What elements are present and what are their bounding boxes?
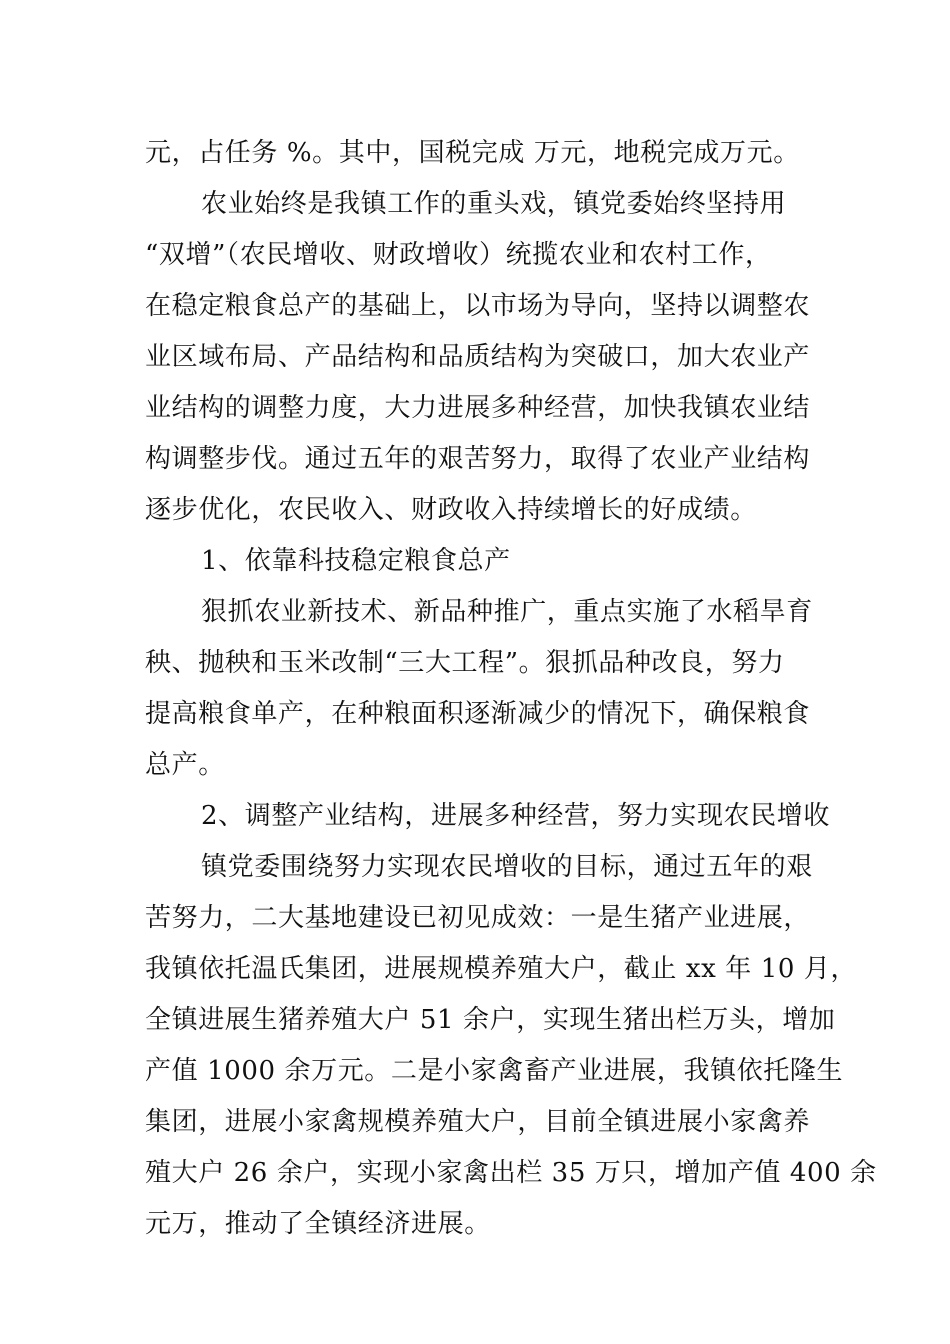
section-heading: 1、依靠科技稳定粮食总产 (201, 546, 511, 576)
text-line: 提高粮食单产，在种粮面积逐渐减少的情况下，确保粮食 (145, 699, 811, 729)
section-heading: 2、调整产业结构，进展多种经营，努力实现农民增收 (201, 801, 830, 831)
text-line: 逐步优化，农民收入、财政收入持续增长的好成绩。 (145, 495, 757, 525)
paragraph-start-line: 镇党委围绕努力实现农民增收的目标，通过五年的艰 (201, 852, 813, 882)
text-line: 元，占任务 %。其中，国税完成 万元，地税完成万元。 (145, 138, 800, 168)
text-line: 业结构的调整力度，大力进展多种经营，加快我镇农业结 (145, 393, 811, 423)
paragraph-start-line: 狠抓农业新技术、新品种推广，重点实施了水稻旱育 (201, 597, 813, 627)
text-line: 在稳定粮食总产的基础上，以市场为导向，坚持以调整农 (145, 291, 811, 321)
text-line: 集团，进展小家禽规模养殖大户，目前全镇进展小家禽养 (145, 1107, 811, 1137)
paragraph-start-line: 农业始终是我镇工作的重头戏，镇党委始终坚持用 (201, 189, 787, 219)
text-line: 构调整步伐。通过五年的艰苦努力，取得了农业产业结构 (145, 444, 811, 474)
text-line: “双增”（农民增收、财政增收）统揽农业和农村工作， (145, 240, 772, 270)
text-line: 元万，推动了全镇经济进展。 (145, 1209, 491, 1239)
text-line: 业区域布局、产品结构和品质结构为突破口，加大农业产 (145, 342, 811, 372)
text-line: 总产。 (145, 750, 225, 780)
text-line: 我镇依托温氏集团，进展规模养殖大户，截止 xx 年 10 月， (145, 954, 858, 984)
document-body (145, 128, 877, 1250)
text-line: 殖大户 26 余户，实现小家禽出栏 35 万只，增加产值 400 余 (145, 1158, 877, 1188)
text-line: 全镇进展生猪养殖大户 51 余户，实现生猪出栏万头，增加 (145, 1005, 836, 1035)
text-line: 产值 1000 余万元。二是小家禽畜产业进展，我镇依托隆生 (145, 1056, 844, 1086)
text-line: 苦努力，二大基地建设已初见成效：一是生猪产业进展， (145, 903, 811, 933)
text-line: 秧、抛秧和玉米改制“三大工程”。狠抓品种改良，努力 (145, 648, 785, 678)
